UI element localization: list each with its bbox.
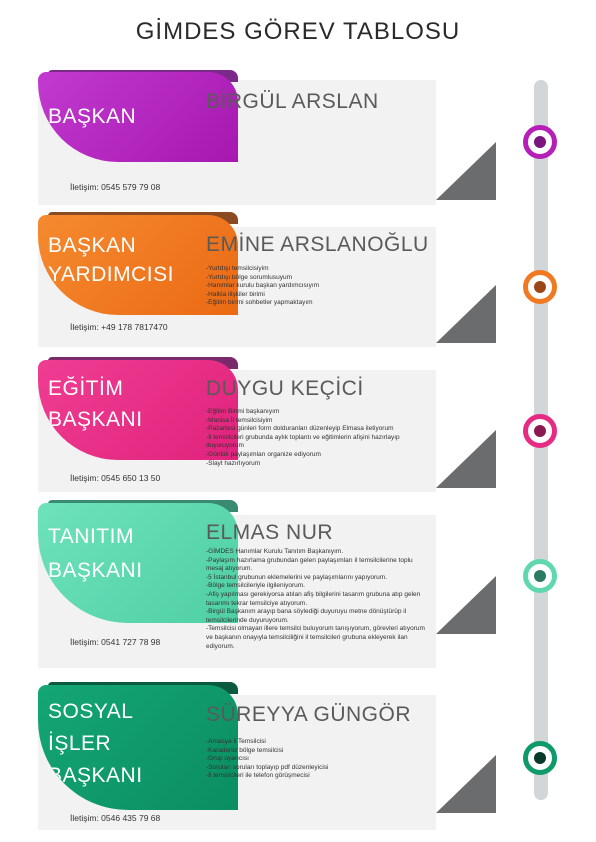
timeline-dot-1 [523,125,557,159]
contact-info: İletişim: 0545 650 13 50 [70,473,161,483]
duty-item: -Birgül Başkanım arayıp bana söylediği duyuruyu metne dönüştürüp il temsilcilerinde duyuruyorum. [206,608,407,624]
duty-item: -Paylaşım hazırlama grubundan gelen paylaşımları il temsilcilerine toplu mesaj atıyorum. [206,556,413,573]
contact-info: İletişim: 0546 435 79 68 [70,813,161,823]
duty-item: -Pazartesi günleri form dolduranları düzenleyip Elmasa iletiyorum [206,425,394,433]
member-card-1 [38,70,438,205]
role-line: BAŞKAN [48,105,137,128]
duty-list [206,408,438,468]
timeline-dot-3 [523,414,557,448]
role-line: TANITIM [48,525,134,548]
duty-list [206,548,431,651]
duty-item: -Bölge temsilcileriyle ilgileniyorum. [206,582,305,590]
member-card-5 [38,682,438,830]
contact-info: İletişim: +49 178 7817470 [70,322,168,332]
member-name: EMİNE ARSLANOĞLU [206,233,429,256]
card-fold [436,576,496,634]
duty-item: -Hanımlar kurulu başkan yardımcısıyım [206,282,320,290]
member-name: DUYGU KEÇİCİ [206,377,364,400]
duty-item: -İl temsilcileri grubunda aylık toplantı ve eğitimlerin afişini hazırlayıp duyuruyorum [206,433,400,450]
member-name: ELMAS NUR [206,521,334,544]
card-fold [436,430,496,488]
duty-item: -GİMDES Hanımlar Kurulu Tanıtım Başkanıyım. [206,548,344,555]
card-fold [436,285,496,343]
role-line: BAŞKANI [48,559,143,582]
duty-item: -Manisa İl temsilcisiyim [206,416,273,424]
timeline-dot-5 [523,741,557,775]
duty-item: -Halkla ilişkiler birimi [206,290,265,298]
role-line: SOSYAL [48,700,134,723]
member-name: BİRGÜL ARSLAN [206,90,379,113]
card-fold [436,142,496,200]
role-line: EĞİTİM [48,377,124,400]
role-line: BAŞKANI [48,764,143,787]
duty-item: -Yurtdışı temsilcisiyim [206,265,269,272]
duty-item: -Soruları soruları toplayıp pdf düzenleyicisi [206,763,329,771]
member-card-4 [38,500,438,668]
duty-item: -Slayt hazırlıyorum [206,459,261,467]
contact-info: İletişim: 0545 579 79 08 [70,182,161,192]
page-title: GİMDES GÖREV TABLOSU [135,18,461,45]
member-name: SÜREYYA GÜNGÖR [206,703,411,726]
member-card-3 [38,357,438,492]
card-fold [436,755,496,813]
role-line: BAŞKANI [48,408,143,431]
role-line: YARDIMCISI [48,263,174,286]
duty-item: -Temsilcisi olmayan illere temsilci buluyorum tanışıyorum, görevleri atıyorum ve başkanın onayıyla temsilciliğini il temsilcileri grubuna ekleyerek ilan ediyorum. [206,625,425,650]
duty-item: -Günlük paylaşımları organize ediyorum [206,450,321,458]
duty-item: -Eğitim birimi sohbetler yapmaktayım [206,299,313,307]
duty-item: -Karadeniz bölge temsilcisi [206,746,284,754]
duty-item: -5 İstanbul grubunun eklemelerini ve paylaşımlarını yapıyorum. [206,573,388,581]
role-line: BAŞKAN [48,234,137,257]
duty-item: -Amasya il Temsilcisi [206,738,266,745]
member-card-2 [38,212,438,347]
duty-item: -Afiş yapılması gerekiyorsa atılan afiş bilgilerini tasarım grubuna atıp gelen tasarımı tekrar temsilciye atıyorum. [206,590,421,607]
timeline-dot-2 [523,270,557,304]
duty-list [206,265,436,308]
contact-info: İletişim: 0541 727 78 98 [70,637,161,647]
duty-item: -Yurtdışı bölge sorumlusuyum [206,273,292,281]
duty-item: -Grup uyarıcısı [206,755,249,763]
timeline-dot-4 [523,559,557,593]
duty-item: -İl temsilcileri ile telefon görüşmecisi [206,772,310,780]
duty-list [206,738,436,781]
role-line: İŞLER [48,732,112,755]
duty-item: -Eğitim Birimi başkanıyım [206,408,280,415]
